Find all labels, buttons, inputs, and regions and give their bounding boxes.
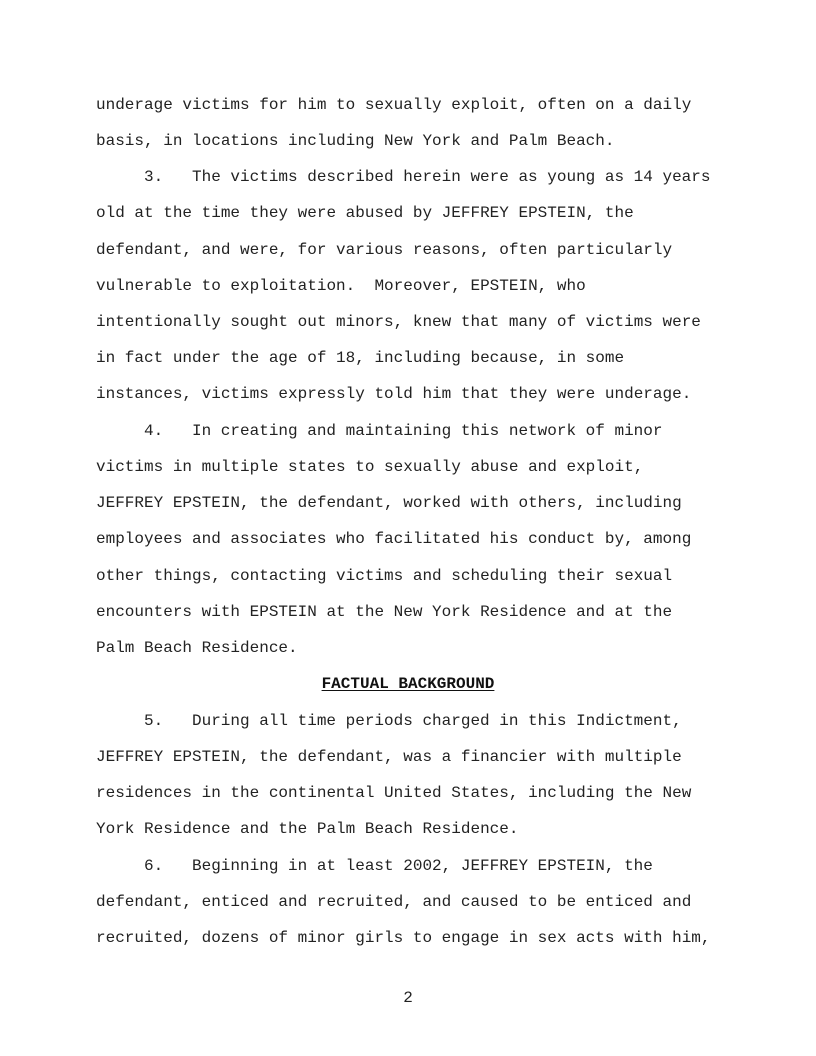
text-line: intentionally sought out minors, knew that many of victims were: [96, 313, 701, 331]
paragraph-4-first-line: [144, 422, 662, 440]
section-heading: [0, 675, 816, 693]
text-line: defendant, and were, for various reasons, often particularly: [96, 241, 673, 259]
paragraph-number: 6.: [144, 857, 164, 875]
text-line: instances, victims expressly told him that they were underage.: [96, 385, 692, 403]
text-line: other things, contacting victims and scheduling their sexual: [96, 567, 673, 585]
text-line: Palm Beach Residence.: [96, 639, 298, 657]
text-line: In creating and maintaining this network of minor: [192, 422, 663, 440]
text-line: basis, in locations including New York and Palm Beach.: [96, 132, 615, 150]
text-line: JEFFREY EPSTEIN, the defendant, was a financier with multiple: [96, 748, 682, 766]
text-line: encounters with EPSTEIN at the New York Residence and at the: [96, 603, 673, 621]
text-line: employees and associates who facilitated his conduct by, among: [96, 530, 692, 548]
paragraph-number: 5.: [144, 712, 164, 730]
text-line: JEFFREY EPSTEIN, the defendant, worked with others, including: [96, 494, 682, 512]
text-line: underage victims for him to sexually exploit, often on a daily: [96, 96, 692, 114]
text-line: defendant, enticed and recruited, and caused to be enticed and: [96, 893, 692, 911]
text-line: residences in the continental United States, including the New: [96, 784, 692, 802]
text-line: old at the time they were abused by JEFFREY EPSTEIN, the: [96, 204, 634, 222]
text-line: in fact under the age of 18, including because, in some: [96, 349, 625, 367]
paragraph-number: 4.: [144, 422, 164, 440]
text-line: Beginning in at least 2002, JEFFREY EPSTEIN, the: [192, 857, 653, 875]
page-number: 2: [403, 989, 413, 1007]
text-line: The victims described herein were as young as 14 years: [192, 168, 711, 186]
text-line: During all time periods charged in this Indictment,: [192, 712, 682, 730]
section-heading-text: FACTUAL BACKGROUND: [321, 675, 495, 693]
paragraph-5-first-line: [144, 712, 682, 730]
paragraph-number: 3.: [144, 168, 164, 186]
paragraph-3-first-line: [144, 168, 710, 186]
text-line: York Residence and the Palm Beach Residence.: [96, 820, 519, 838]
text-line: recruited, dozens of minor girls to engage in sex acts with him,: [96, 929, 711, 947]
paragraph-6-first-line: [144, 857, 653, 875]
text-line: victims in multiple states to sexually abuse and exploit,: [96, 458, 644, 476]
text-line: vulnerable to exploitation. Moreover, EPSTEIN, who: [96, 277, 586, 295]
